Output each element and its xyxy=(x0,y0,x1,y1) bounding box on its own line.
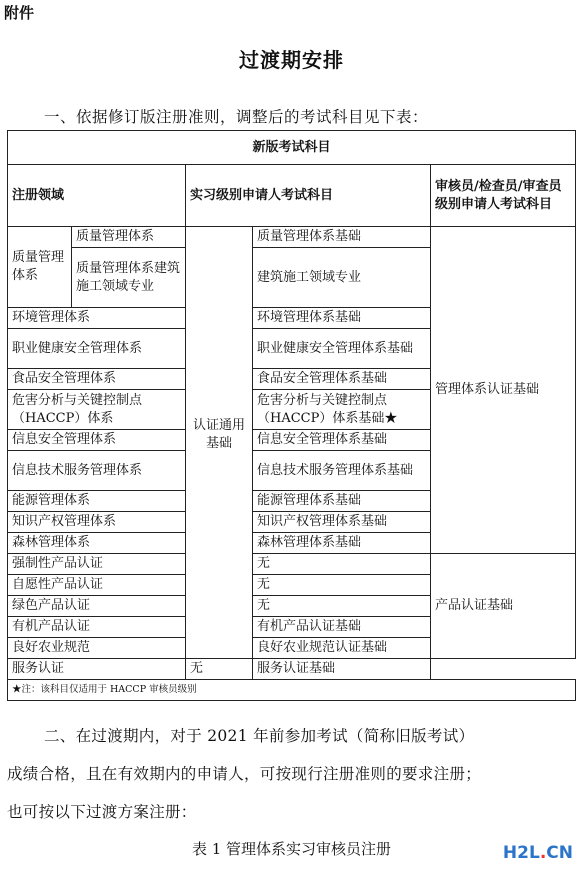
domain-cell: 危害分析与关键控制点（HACCP）体系 xyxy=(8,390,186,430)
table-caption: 表 1 管理体系实习审核员注册 xyxy=(191,840,392,858)
qms-sub-domain: 质量管理体系建筑施工领域专业 xyxy=(72,248,186,308)
subject-cell: 危害分析与关键控制点（HACCP）体系基础★ xyxy=(253,390,431,430)
subject-cell: 职业健康安全管理体系基础 xyxy=(253,329,431,369)
domain-cell: 信息安全管理体系 xyxy=(8,430,186,451)
subject-cell: 有机产品认证基础 xyxy=(253,617,431,638)
watermark-logo: H2L.CN xyxy=(502,843,573,863)
subject-cell: 良好农业规范认证基础 xyxy=(253,638,431,659)
domain-cell: 食品安全管理体系 xyxy=(8,369,186,390)
subject-cell: 信息技术服务管理体系基础 xyxy=(253,451,431,491)
domain-cell: 服务认证 xyxy=(8,659,186,680)
subject-cell: 无 xyxy=(253,554,431,575)
subject-cell: 知识产权管理体系基础 xyxy=(253,512,431,533)
table-title: 新版考试科目 xyxy=(8,131,576,165)
section2-line2: 成绩合格，且在有效期内的申请人，可按现行注册准则的要求注册； xyxy=(7,765,482,783)
mgmt-senior-cell: 管理体系认证基础 xyxy=(431,227,576,554)
product-senior-cell: 产品认证基础 xyxy=(431,554,576,659)
qms-group-cell: 质量管理体系 xyxy=(8,227,72,308)
domain-cell: 绿色产品认证 xyxy=(8,596,186,617)
page-title: 过渡期安排 xyxy=(239,48,344,72)
attachment-label: 附件 xyxy=(4,4,35,22)
section1-heading: 一、依据修订版注册准则，调整后的考试科目见下表： xyxy=(44,108,429,126)
col-header-domain: 注册领域 xyxy=(8,165,186,227)
domain-cell: 能源管理体系 xyxy=(8,491,186,512)
exam-subjects-table xyxy=(7,130,576,701)
qms-sub-subject: 质量管理体系基础 xyxy=(253,227,431,248)
subject-cell: 无 xyxy=(253,596,431,617)
subject-cell: 食品安全管理体系基础 xyxy=(253,369,431,390)
general-basis-cell: 认证通用基础 xyxy=(186,227,253,659)
subject-cell: 能源管理体系基础 xyxy=(253,491,431,512)
subject-cell: 环境管理体系基础 xyxy=(253,308,431,329)
section2-line1: 二、在过渡期内，对于 2021 年前参加考试（简称旧版考试） xyxy=(44,727,475,745)
domain-cell: 职业健康安全管理体系 xyxy=(8,329,186,369)
subject-cell: 无 xyxy=(186,659,253,680)
qms-sub-subject: 建筑施工领域专业 xyxy=(253,248,431,308)
domain-cell: 自愿性产品认证 xyxy=(8,575,186,596)
domain-cell: 环境管理体系 xyxy=(8,308,186,329)
domain-cell: 知识产权管理体系 xyxy=(8,512,186,533)
table-footnote: ★注：该科目仅适用于 HACCP 审核员级别 xyxy=(8,680,576,701)
domain-cell: 强制性产品认证 xyxy=(8,554,186,575)
table-row xyxy=(8,554,576,575)
subject-cell: 无 xyxy=(253,575,431,596)
subject-cell: 森林管理体系基础 xyxy=(253,533,431,554)
domain-cell: 森林管理体系 xyxy=(8,533,186,554)
domain-cell: 良好农业规范 xyxy=(8,638,186,659)
col-header-senior: 审核员/检查员/审查员级别申请人考试科目 xyxy=(431,165,576,227)
domain-cell: 信息技术服务管理体系 xyxy=(8,451,186,491)
domain-cell: 有机产品认证 xyxy=(8,617,186,638)
service-senior-cell: 服务认证基础 xyxy=(253,659,431,680)
section2-line3: 也可按以下过渡方案注册： xyxy=(7,803,197,821)
qms-sub-domain: 质量管理体系 xyxy=(72,227,186,248)
col-header-trainee: 实习级别申请人考试科目 xyxy=(186,165,431,227)
table-row xyxy=(8,659,576,680)
subject-cell: 信息安全管理体系基础 xyxy=(253,430,431,451)
